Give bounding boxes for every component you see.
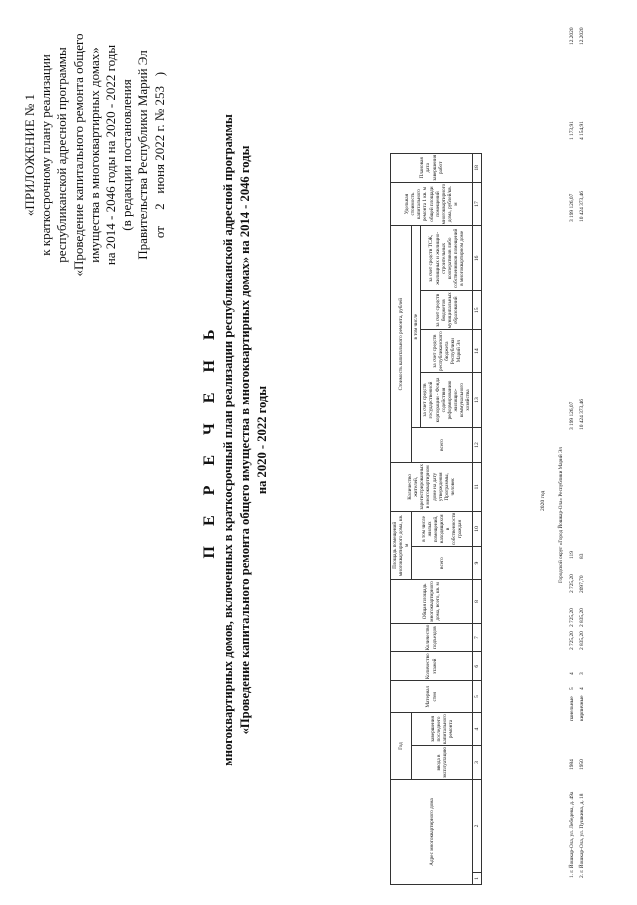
column-number: 9 xyxy=(473,547,482,580)
appendix-line: Правительства Республики Марий Эл xyxy=(135,50,151,260)
header-cost-incl: в том числе xyxy=(412,226,421,428)
table-header-row xyxy=(391,153,412,884)
cell-cost-total: 10 424 373,46 xyxy=(579,399,585,430)
header-plan-date: Плановая дата завершения работ xyxy=(391,153,473,182)
cell-floors: 5 xyxy=(569,687,575,690)
header-address: Адрес многоквартирного дома xyxy=(391,780,473,885)
data-table xyxy=(390,153,482,885)
header-fund: за счет средств государственной корпорации - Фонда содействия реформированию жилищно-коммунального хозяйства xyxy=(421,373,473,428)
column-number: 4 xyxy=(473,713,482,746)
cell-year-built: 1984 xyxy=(569,759,575,770)
header-premises-owned: в том числе жилых помещений, находящихся в собственности граждан xyxy=(412,511,473,546)
column-number: 3 xyxy=(473,745,482,779)
header-entrances: Количество подъездов xyxy=(391,623,473,652)
cell-premises-owned: 2 725,20 xyxy=(569,574,575,593)
date-prefix: от xyxy=(151,226,167,239)
cell-floors: 4 xyxy=(579,687,585,690)
cell-cost-owners: 10 424 373,46 xyxy=(579,191,585,222)
city-section-label: Городской округ «Город Йошкар-Ола» Республики Марий Эл xyxy=(558,447,564,583)
cell-residents: 83 xyxy=(579,553,585,559)
header-material: Материал стен xyxy=(391,681,473,713)
column-number: 8 xyxy=(473,580,482,624)
cell-plan-date: 12.2020 xyxy=(569,27,575,45)
cell-cost-owners: 3 199 126,07 xyxy=(569,193,575,222)
cell-entrances: 3 xyxy=(579,672,585,675)
table-header-row xyxy=(412,153,421,884)
cell-unit-cost: 1 173,91 xyxy=(569,121,575,140)
column-number: 12 xyxy=(473,428,482,463)
appendix-date-line xyxy=(152,5,168,305)
cell-premises-all: 2 725,20 xyxy=(569,608,575,627)
appendix-line: «Проведение капитального ремонта общего xyxy=(70,33,86,277)
cell-cost-total: 3 199 126,07 xyxy=(569,401,575,430)
table-wrap xyxy=(390,153,482,885)
table-row xyxy=(567,5,577,885)
header-premises-area: Площадь помещений многоквартирного дома, кв. м xyxy=(391,511,412,579)
header-floors: Количество этажей xyxy=(391,652,473,681)
appendix-line: к краткосрочному плану реализации xyxy=(38,54,54,256)
title-line-1: многоквартирных домов, включенных в краткосрочный план реализации республиканской адресной программы xyxy=(221,114,235,766)
date-day: 2 xyxy=(151,203,167,210)
column-number: 15 xyxy=(473,291,482,330)
column-number: 2 xyxy=(473,780,482,873)
header-residents: Количество жителей, зарегистрированных в многоквартирном доме на дату утверждения Программы, человек xyxy=(391,463,473,512)
header-cost: Стоимость капитального ремонта, рублей xyxy=(391,226,412,463)
cell-address: 1. г. Йошкар-Ола, ул. Лебедева, д. 49а xyxy=(569,791,575,878)
cell-year-built: 1950 xyxy=(579,759,585,770)
header-municipal: за счет средств бюджетов муниципальных образований xyxy=(421,291,473,330)
title-line-3: на 2020 - 2022 годы xyxy=(255,385,269,495)
date-num: 253 xyxy=(151,85,167,106)
document-title xyxy=(200,0,271,885)
cell-premises-all: 2 835,20 xyxy=(579,608,585,627)
column-number: 13 xyxy=(473,373,482,428)
cell-unit-cost: 4 154,91 xyxy=(579,121,585,140)
header-year-built: ввода в эксплуатацию xyxy=(412,745,473,779)
column-number: 16 xyxy=(473,226,482,291)
appendix-line: на 2014 - 2046 годы на 2020 - 2022 годы xyxy=(103,44,119,266)
cell-address: 2. г. Йошкар-Ола, ул. Пушкина, д. 18 xyxy=(579,793,585,878)
cell-residents: 119 xyxy=(569,551,575,559)
header-total-area: Общая площадь многоквартирного дома, всего, кв. м xyxy=(391,580,473,624)
appendix-header xyxy=(22,5,168,305)
header-premises-all: всего xyxy=(412,547,473,580)
cell-premises-owned: 2097,70 xyxy=(579,575,585,593)
year-section-label: 2020 год xyxy=(540,490,546,511)
header-cost-all: всего xyxy=(412,428,473,463)
column-number: 5 xyxy=(473,681,482,713)
date-rest: июня 2022 г. № xyxy=(151,108,167,194)
appendix-line: имущества в многоквартирных домах» xyxy=(86,47,102,263)
column-number: 10 xyxy=(473,511,482,546)
column-number: 1 xyxy=(473,873,482,885)
data-rows xyxy=(567,5,587,885)
title-line-2: «Проведение капитального ремонта общего имущества в многоквартирных домах» на 2014 - 2046 годы xyxy=(238,145,252,735)
header-year: Год xyxy=(391,713,412,780)
appendix-line: (в редакции постановления xyxy=(119,79,135,231)
column-number: 18 xyxy=(473,153,482,182)
header-unit-cost: Удельная стоимость капитального ремонта 1 кв. м общей площади помещений многоквартирного дома, рублей/кв. м xyxy=(391,182,473,226)
cell-material: панельные xyxy=(569,696,575,721)
title-main: П Е Р Е Ч Е Н Ь xyxy=(201,321,218,559)
column-number-row xyxy=(473,153,482,884)
appendix-line: республиканской адресной программы xyxy=(54,47,70,263)
header-owners: за счет средств ТСЖ, жилищных и жилищно-строительных кооперативов либо собственников помещений в многоквартирном доме xyxy=(421,226,473,291)
column-number: 17 xyxy=(473,182,482,226)
date-close: ) xyxy=(151,71,167,77)
column-number: 6 xyxy=(473,652,482,681)
cell-total-area: 2 835,20 xyxy=(579,631,585,650)
column-number: 7 xyxy=(473,623,482,652)
table-row xyxy=(577,5,587,885)
header-year-repair: завершения последнего капитального ремонта xyxy=(412,713,473,746)
cell-total-area: 2 725,20 xyxy=(569,631,575,650)
header-republic: за счет средств республиканского бюджета Республики Марий Эл xyxy=(421,330,473,373)
cell-entrances: 4 xyxy=(569,672,575,675)
column-number: 14 xyxy=(473,330,482,373)
appendix-line: «ПРИЛОЖЕНИЕ № 1 xyxy=(22,93,37,217)
column-number: 11 xyxy=(473,463,482,512)
cell-material: кирпичные xyxy=(579,695,585,721)
cell-plan-date: 12.2020 xyxy=(579,27,585,45)
